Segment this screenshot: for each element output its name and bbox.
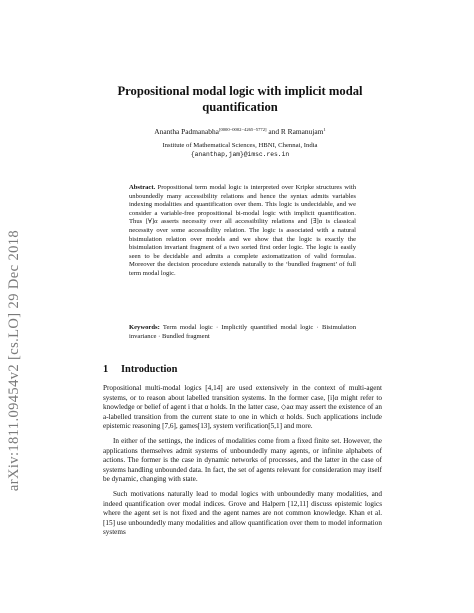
keywords-block bbox=[129, 324, 356, 341]
abstract-block bbox=[129, 184, 356, 279]
section-number: 1 bbox=[103, 364, 109, 375]
arxiv-id-text: arXiv:1811.09454v2 [cs.LO] 29 Dec 2018 bbox=[6, 229, 23, 491]
author-connector: and bbox=[266, 127, 281, 136]
author-second-mark: 1 bbox=[323, 127, 326, 132]
section-title: Introduction bbox=[121, 364, 178, 375]
body-paragraph-3: Such motivations naturally lead to modal logics with unboundedly many modalities, and indeed quantification over modal indices. Grove and Halpern [12,11] discuss epistemic logics where the agent set is not fixed and the agent names are not common knowledge. Khan et al. [15] use unboundedly many modalities and allow quantification over them to model information systems bbox=[103, 489, 382, 537]
body-paragraph-1: Propositional multi-modal logics [4,14] are used extensively in the context of multi-agent systems, or to reason about labelled transition systems. In the former case, [i]α might refer to knowledge or belief of agent i that α holds. In the latter case, ◇aα may assert the existence of an a-labelled transition from the current state to one in which α holds. Such applications include epistemic reasoning [7,6], games[13], system verification[5,1] and more. bbox=[103, 384, 382, 431]
author-email: {ananthap,jam}@imsc.res.in bbox=[190, 151, 290, 158]
paper-title: Propositional modal logic with implicit modal quantification bbox=[117, 84, 363, 114]
author-line bbox=[60, 125, 420, 137]
introduction-body bbox=[103, 384, 382, 538]
affiliation-text: Institute of Mathematical Sciences, HBNI, Chennai, India bbox=[162, 142, 318, 149]
author-first-orcid: [0000−0002−4265−5772] bbox=[218, 127, 267, 132]
section-heading-introduction bbox=[103, 364, 177, 376]
keywords-text: Term modal logic · Implicitly quantified modal logic · Bisimulation invariance · Bundled fragment bbox=[129, 324, 357, 340]
keywords-label: Keywords: bbox=[129, 324, 160, 331]
affiliation-block bbox=[80, 141, 400, 159]
body-paragraph-2: In either of the settings, the indices of modalities come from a fixed finite set. However, the applications themselves admit systems of unboundedly many agents, or infinite alphabets of actions. The former is the case in dynamic networks of processes, and the latter in the case of systems handling unbounded data. In fact, the set of agents relevant for consideration may itself be dynamic, changing with state. bbox=[103, 436, 382, 484]
abstract-label: Abstract. bbox=[129, 184, 156, 191]
author-first: Anantha Padmanabha bbox=[154, 127, 219, 136]
arxiv-identifier-stamp bbox=[2, 130, 28, 590]
author-second: R Ramanujam bbox=[280, 127, 324, 136]
abstract-text: Propositional term modal logic is interpreted over Kripke structures with unboundedly many accessibility relations and hence the syntax admits variables indexing modalities and quantification over them. This logic is undecidable, and we consider a variable-free propositional bi-modal logic with implicit quantification. Thus [∀]α asserts necessity over all accessibility relations and [∃]α is classical necessity over some accessibility relation. The logic is associated with a natural bisimulation relation over models and we show that the logic is exactly the bisimulation invariant fragment of a two sorted first order logic. The logic is easily seen to be decidable and admits a complete axiomatization of valid formulas. Moreover the decision procedure extends naturally to the ‘bundled fragment’ of full term modal logic. bbox=[129, 184, 356, 277]
